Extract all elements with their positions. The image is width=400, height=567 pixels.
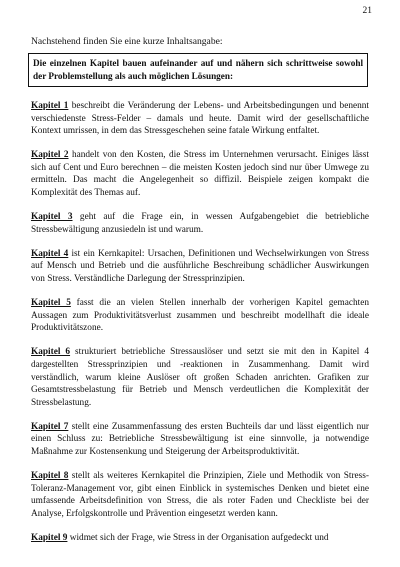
- chapter-paragraph: [31, 346, 369, 409]
- chapter-text: beschreibt die Veränderung der Lebens- und Arbeitsbedingungen und benennt verschiedenste Stress-Felder – damals und heute. Damit wird der gesellschaftliche Kontext umrissen, in dem das Stressgeschehen seine fatale Wirkung entfaltet.: [31, 101, 369, 137]
- chapter-paragraph: [31, 470, 369, 520]
- chapter-label: Kapitel 8: [31, 471, 69, 482]
- chapter-text: stellt als weiteres Kernkapitel die Prinzipien, Ziele und Methodik von Stress-Toleranz-Management vor, gibt einen Einblick in systemisches Denken und bietet eine umfassende Arbeitsdefinition von Stress, die als roter Faden und Checkliste bei der Analyse, Erfolgskontrolle und Prävention eingesetzt werden kann.: [31, 471, 369, 519]
- chapter-label: Kapitel 5: [31, 298, 71, 309]
- chapter-text: fasst die an vielen Stellen innerhalb der vorherigen Kapitel gemachten Aussagen zum Produktivitätsverlust zusammen und beschreibt modellhaft die ideale Produktivitätszone.: [31, 298, 369, 334]
- summary-box: Die einzelnen Kapitel bauen aufeinander auf und nähern sich schrittweise sowohl der Problemstellung als auch möglichen Lösungen:: [28, 53, 368, 87]
- chapter-text: strukturiert betriebliche Stressauslöser und setzt sie mit den in Kapitel 4 dargestellten Stressprinzipien und -reaktionen in Zusammenhang. Damit wird verständlich, warum kleine Auslöser oft großen Schaden anrichten. Grafiken zur Gesamtstressbelastung für Betrieb und Mensch verdeutlichen die Komplexität der Stressbelastung.: [31, 347, 369, 408]
- chapter-label: Kapitel 4: [31, 248, 69, 259]
- chapter-text: geht auf die Frage ein, in wessen Aufgabengebiet die betriebliche Stressbewältigung anzusiedeln ist und warum.: [31, 212, 369, 235]
- chapter-label: Kapitel 2: [31, 150, 69, 161]
- chapter-label: Kapitel 7: [31, 421, 69, 432]
- chapter-label: Kapitel 6: [31, 347, 71, 358]
- chapter-paragraph: [31, 248, 369, 286]
- chapter-paragraph: [31, 297, 369, 335]
- page-number: 21: [362, 6, 372, 16]
- chapter-text: handelt von den Kosten, die Stress im Unternehmen verursacht. Einiges lässt sich auf Cent und Euro berechnen – die meisten Kosten jedoch sind nur über Umwege zu ermitteln. Das macht die Angelegenheit so diffizil. Beispiele zeigen kompakt die Komplexität des Themas auf.: [31, 150, 369, 199]
- chapter-list: [31, 100, 369, 556]
- chapter-paragraph: [31, 149, 369, 199]
- chapter-text: widmet sich der Frage, wie Stress in der Organisation aufgedeckt und: [67, 533, 329, 544]
- chapter-paragraph: [31, 211, 369, 236]
- chapter-paragraph: [31, 421, 369, 459]
- chapter-paragraph: [31, 100, 369, 138]
- chapter-label: Kapitel 3: [31, 212, 73, 223]
- chapter-text: ist ein Kernkapitel: Ursachen, Definitionen und Wechselwirkungen von Stress auf Mensch und Betrieb und die ausführliche Beschreibung schädlicher Auswirkungen von Stress. Verständliche Darlegung der Stressprinzipien.: [31, 248, 369, 285]
- chapter-label: Kapitel 1: [31, 101, 69, 111]
- chapter-text: stellt eine Zusammenfassung des ersten Buchteils dar und lässt eigentlich nur einen Schluss zu: Betriebliche Stressbewältigung ist eine sinnvolle, ja notwendige Maßnahme zur Kostensenkung und Steigerung der Arbeitsproduktivität.: [31, 421, 369, 458]
- intro-text: Nachstehend finden Sie eine kurze Inhaltsangabe:: [31, 36, 223, 47]
- chapter-paragraph: [31, 532, 369, 545]
- chapter-label: Kapitel 9: [31, 533, 68, 544]
